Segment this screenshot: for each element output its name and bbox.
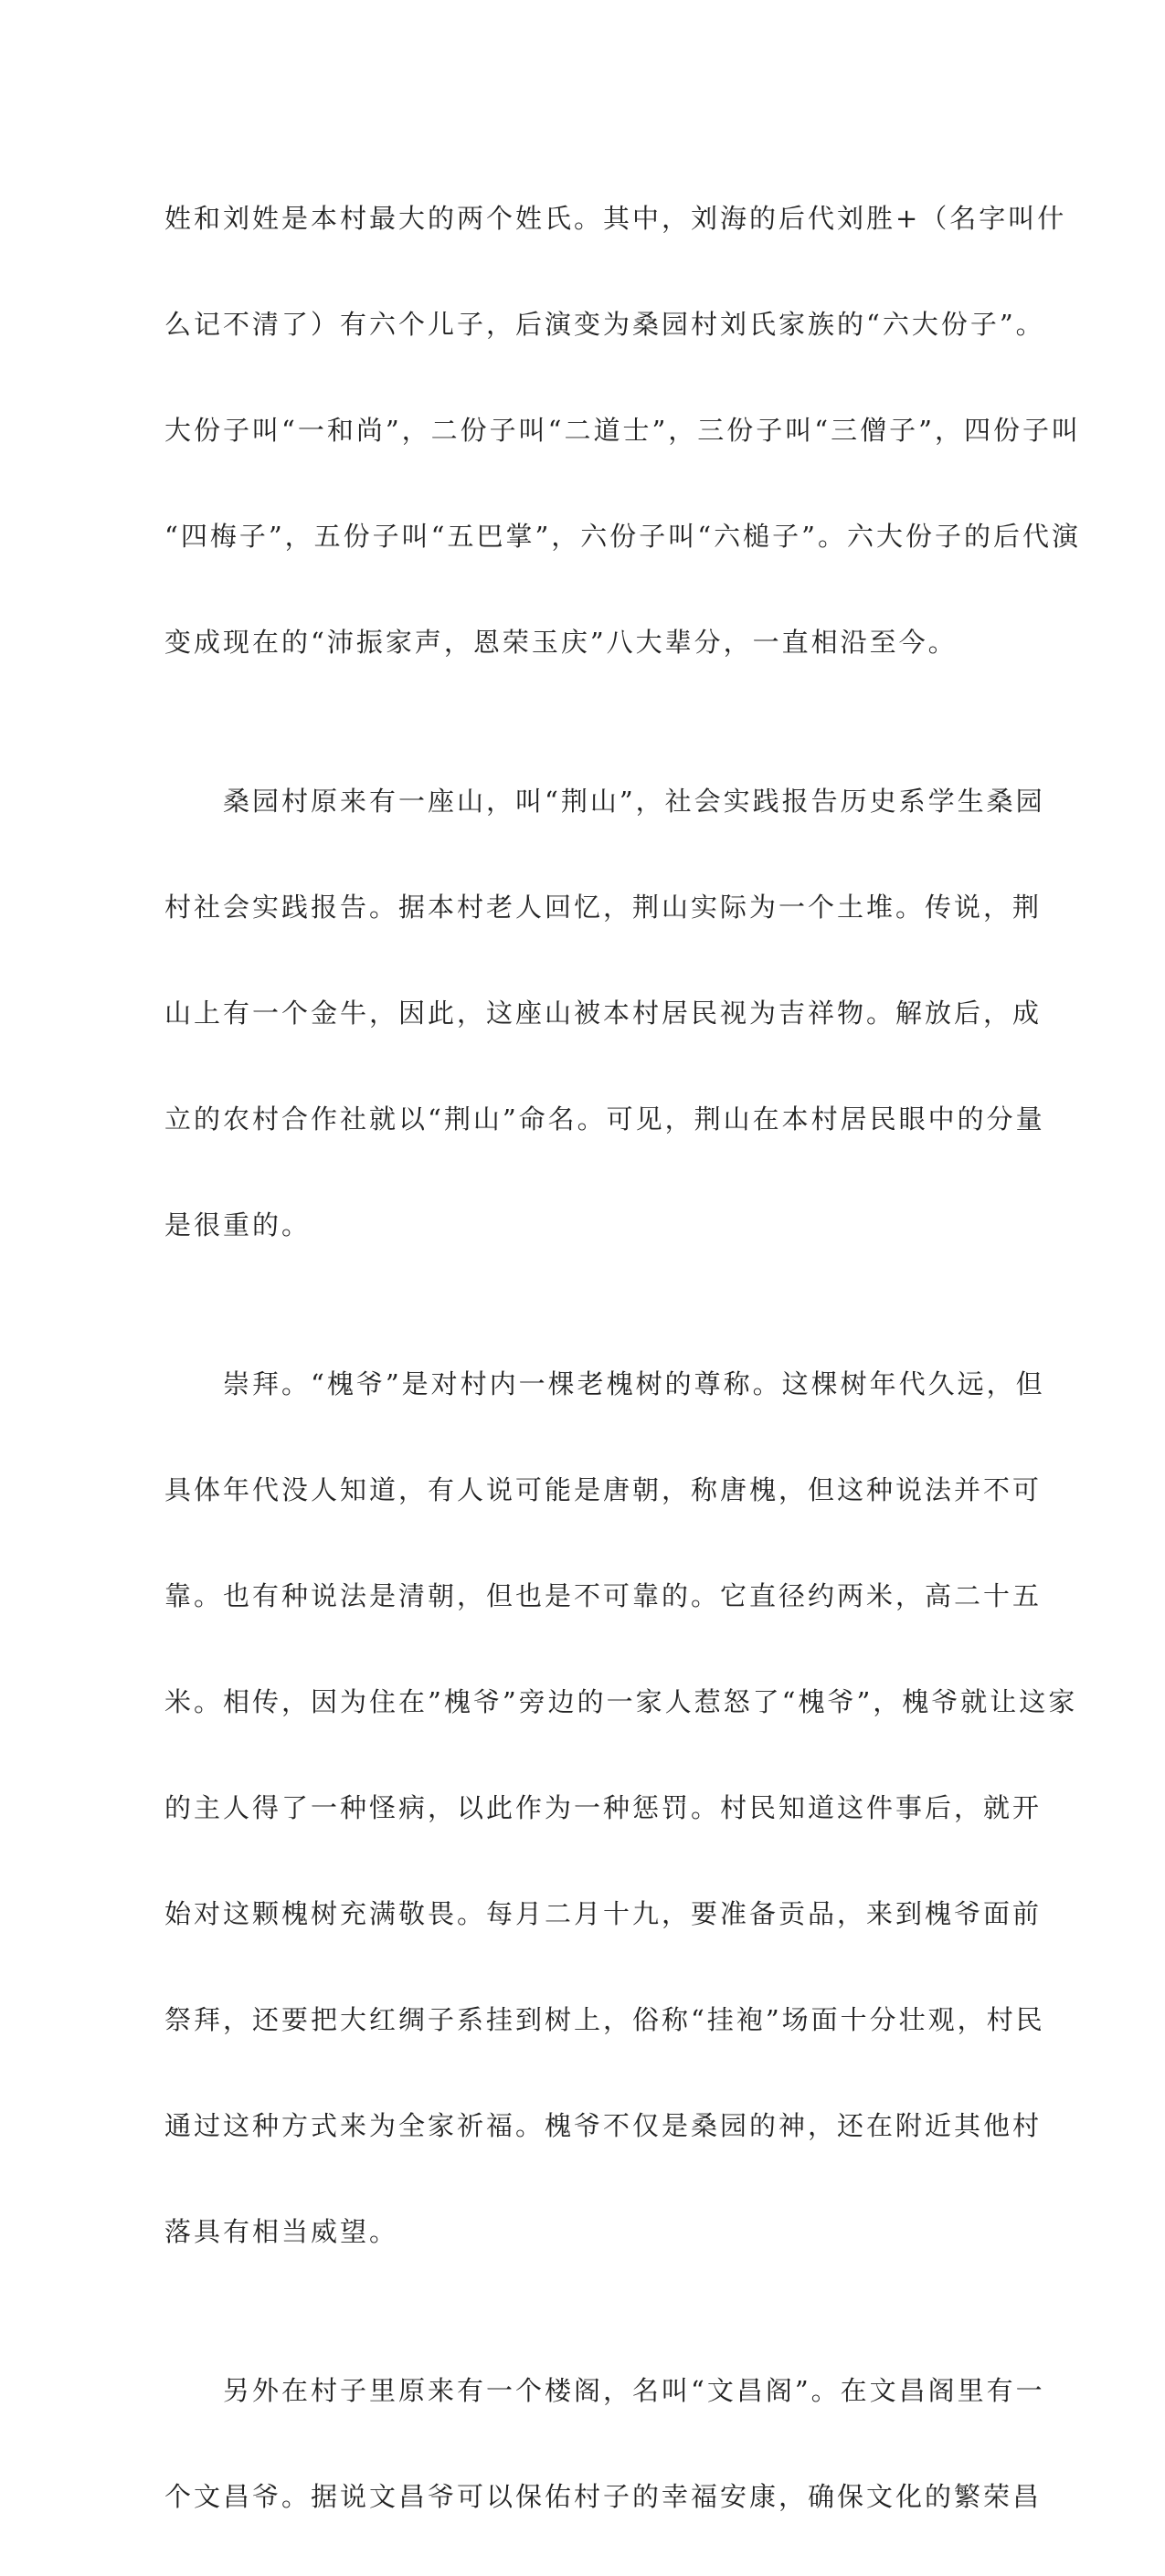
text-line: 大份子叫“一和尚”，二份子叫“二道士”，三份子叫“三僧子”，四份子叫 (164, 415, 1081, 446)
text-line: 桑园村原来有一座山，叫“荆山”，社会实践报告历史系学生桑园 (164, 786, 1045, 817)
text-line: 村社会实践报告。据本村老人回忆，荆山实际为一个土堆。传说，荆 (164, 892, 1043, 923)
text-line: 姓和刘姓是本村最大的两个姓氏。其中，刘海的后代刘胜+（名字叫什 (164, 203, 1067, 234)
text-line: 靠。也有种说法是清朝，但也是不可靠的。它直径约两米，高二十五 (164, 1580, 1043, 1611)
text-line: 变成现在的“沛振家声，恩荣玉庆”八大辈分，一直相沿至今。 (164, 627, 958, 658)
paragraph-2 (164, 722, 1045, 1304)
paragraph-1 (164, 139, 1081, 722)
paragraph-3 (164, 1304, 1078, 2311)
text-line: 落具有相当威望。 (164, 2216, 399, 2247)
text-line: 立的农村合作社就以“荆山”命名。可见，荆山在本村居民眼中的分量 (164, 1103, 1045, 1135)
paragraph-4 (164, 2311, 1045, 2576)
text-line: 具体年代没人知道，有人说可能是唐朝，称唐槐，但这种说法并不可 (164, 1474, 1043, 1505)
text-line: 祭拜，还要把大红绸子系挂到树上，俗称“挂袍”场面十分壮观，村民 (164, 2004, 1045, 2035)
text-line: 是很重的。 (164, 1209, 312, 1240)
text-line: 米。相传，因为住在”槐爷”旁边的一家人惹怒了“槐爷”，槐爷就让这家 (164, 1686, 1078, 1717)
text-line: 的主人得了一种怪病，以此作为一种惩罚。村民知道这件事后，就开 (164, 1792, 1043, 1823)
text-line: 另外在村子里原来有一个楼阁，名叫“文昌阁”。在文昌阁里有一 (164, 2375, 1045, 2406)
text-line: 始对这颗槐树充满敬畏。每月二月十九，要准备贡品，来到槐爷面前 (164, 1898, 1043, 1929)
text-line: 个文昌爷。据说文昌爷可以保佑村子的幸福安康，确保文化的繁荣昌 (164, 2481, 1043, 2512)
text-line: 崇拜。“槐爷”是对村内一棵老槐树的尊称。这棵树年代久远，但 (164, 1368, 1045, 1399)
text-line: 通过这种方式来为全家祈福。槐爷不仅是桑园的神，还在附近其他村 (164, 2110, 1043, 2141)
text-line: 山上有一个金牛，因此，这座山被本村居民视为吉祥物。解放后，成 (164, 998, 1043, 1029)
text-line: 么记不清了）有六个儿子，后演变为桑园村刘氏家族的“六大份子”。 (164, 309, 1045, 340)
text-line: “四梅子”，五份子叫“五巴掌”，六份子叫“六槌子”。六大份子的后代演 (164, 521, 1081, 552)
document-page (164, 139, 1081, 2576)
